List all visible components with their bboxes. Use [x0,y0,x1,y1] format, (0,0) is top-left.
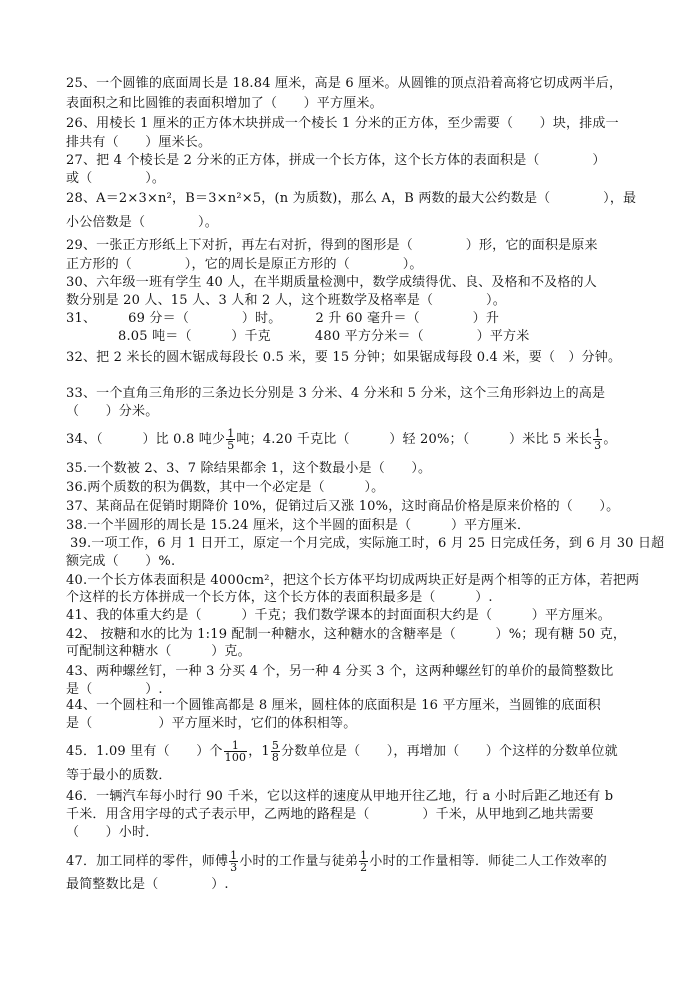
q34-fraction-2 [593,428,602,451]
q45-text-3: 分数单位是（ ），再增加（ ）个这样的分数单位就 [281,744,618,759]
q45-line2: 等于最小的质数． [66,768,172,783]
q31-line2 [118,328,529,345]
q46-line1: 46．一辆汽车每小时行 90 千米，它以这样的速度从甲地开往乙地，行 a 小时后距乙地还有 b [66,789,614,804]
q40-line2: 个这样的长方体拼成一个长方体，这个长方体的表面积最多是（ ）. [66,590,493,605]
q34-frac1-num: 1 [227,427,235,440]
q45-fraction-1 [224,740,248,763]
q27-line2: 或（ ）。 [66,171,166,186]
q34-frac2-num: 1 [594,427,602,440]
q47-frac1-num: 1 [230,849,238,862]
q47-text-2: 小时的工作量与徒弟 [239,854,359,869]
q31-number: 31、 [66,311,97,326]
q28-line1: 28、A＝2×3×n²，B＝3×n²×5，(n 为质数)，那么 A，B 两数的最大公约数是（ ），最 [66,191,637,206]
q39-line1: 39.一项工作，6 月 1 日开工，原定一个月完成，实际施工时，6 月 25 日完成任务，到 6 月 30 日超 [70,536,665,551]
q36-line: 36.两个质数的积为偶数，其中一个必定是（ ）。 [66,480,385,495]
q29-line2: 正方形的（ ），它的周长是原正方形的（ ）。 [66,257,423,272]
q34-fraction-1 [226,428,235,451]
q44-line2: 是（ ）平方厘米时，它们的体积相等。 [66,716,357,731]
q41-line: 41、我的体重大约是（ ）千克；我们数学课本的封面面积大约是（ ）平方厘米。 [66,608,611,623]
q47-frac2-den: 2 [360,861,368,874]
q47-text-1: 47．加工同样的零件，师傅 [66,854,229,869]
q47-fraction-1 [229,850,238,873]
q25-line1: 25、一个圆锥的底面周长是 18.84 厘米，高是 6 厘米。从圆锥的顶点沿着高将它切成两半后， [66,76,623,91]
q45-frac1-den: 100 [224,751,247,764]
q26-line1: 26、用棱长 1 厘米的正方体木块拼成一个棱长 1 分米的正方体，至少需要（ ）块，排成一 [66,116,619,131]
q33-line1: 33、一个直角三角形的三条边长分别是 3 分米、4 分米和 5 分米，这个三角形斜边上的高是 [66,386,606,401]
q47-text-3: 小时的工作量相等．师徒二人工作效率的 [369,854,607,869]
q45-frac1-num: 1 [224,740,248,752]
q31-part-a: 69 分＝（ ）时。 [128,311,282,326]
q27-line1: 27、把 4 个棱长是 2 分米的正方体，拼成一个长方体，这个长方体的表面积是（ ） [66,153,606,168]
q47-line2: 最简整数比是（ ）. [66,877,229,892]
q45-text-1: 45．1.09 里有（ ）个 [66,744,223,759]
q38-line: 38.一个半圆形的周长是 15.24 厘米，这个半圆的面积是（ ）平方厘米． [66,518,531,533]
q31-part-d: 480 平方分米＝（ ）平方米 [314,329,530,344]
q42-line1: 42、 按糖和水的比为 1:19 配制一种糖水，这种糖水的含糖率是（ ）%；现有糖 50 克， [66,627,627,642]
q42-line2: 可配制这种糖水（ ）克。 [66,644,251,659]
q47-frac1-den: 3 [230,861,238,874]
q30-line1: 30、六年级一班有学生 40 人，在半期质量检测中，数学成绩得优、良、及格和不及格的人 [66,275,597,290]
q34-text-2: 吨；4.20 千克比（ ）轻 20%；（ ）米比 5 米长 [236,432,593,447]
q31-part-c: 8.05 吨＝（ ）千克 [118,329,271,344]
q43-line2: 是（ ）. [66,682,163,697]
q32-line: 32、把 2 米长的圆木锯成每段长 0.5 米，要 15 分钟；如果锯成每段 0.4 米，要（ ）分钟。 [66,350,622,365]
q25-line2: 表面积之和比圆锥的表面积增加了（ ）平方厘米。 [66,96,383,111]
q44-line1: 44、一个圆柱和一个圆锥高都是 8 厘米，圆柱体的底面积是 16 平方厘米，当圆锥的底面积 [66,698,601,713]
q45-fraction-2 [271,740,280,763]
q31-line1 [66,310,499,327]
q47-line1 [66,850,607,873]
q30-line2: 数分别是 20 人、15 人、3 人和 2 人，这个班数学及格率是（ ）。 [66,293,506,308]
q45-line1 [66,740,618,763]
q37-line: 37、某商品在促销时期降价 10%，促销过后又涨 10%，这时商品价格是原来价格的（ ）。 [66,499,620,514]
q46-line3: （ ）小时． [66,825,159,840]
q34-frac1-den: 5 [227,439,235,452]
q34-frac2-den: 3 [594,439,602,452]
q40-line1: 40.一个长方体表面积是 4000cm²，把这个长方体平均切成两块正好是两个相等的正方体，若把两 [66,573,640,588]
q39-line2: 额完成（ ）%. [66,554,176,569]
q43-line1: 43、两种螺丝钉，一种 3 分买 4 个，另一种 4 分买 3 个，这两种螺丝钉的单价的最简整数比 [66,664,614,679]
q34-text-3: 。 [603,432,617,447]
q29-line1: 29、一张正方形纸上下对折，再左右对折，得到的图形是（ ）形，它的面积是原来 [66,238,598,253]
q35-line: 35.一个数被 2、3、7 除结果都余 1，这个数最小是（ ）。 [66,461,432,476]
q28-line2: 小公倍数是（ ）。 [66,215,218,230]
q31-part-b: 2 升 60 毫升＝（ ）升 [315,311,500,326]
q26-line2: 排共有（ ）厘米长。 [66,135,212,150]
q46-line2: 千米．用含用字母的式子表示甲，乙两地的路程是（ ）千米，从甲地到乙地共需要 [66,807,595,822]
q47-fraction-2 [359,850,368,873]
q45-frac2-den: 8 [271,751,280,764]
q34-line [66,428,617,451]
q47-frac2-num: 1 [360,849,368,862]
q45-text-2: ，1 [248,744,270,759]
q34-text-1: 34、（ ）比 0.8 吨少 [66,432,226,447]
q33-line2: （ ）分米。 [66,404,159,419]
q45-frac2-num: 5 [271,739,280,752]
